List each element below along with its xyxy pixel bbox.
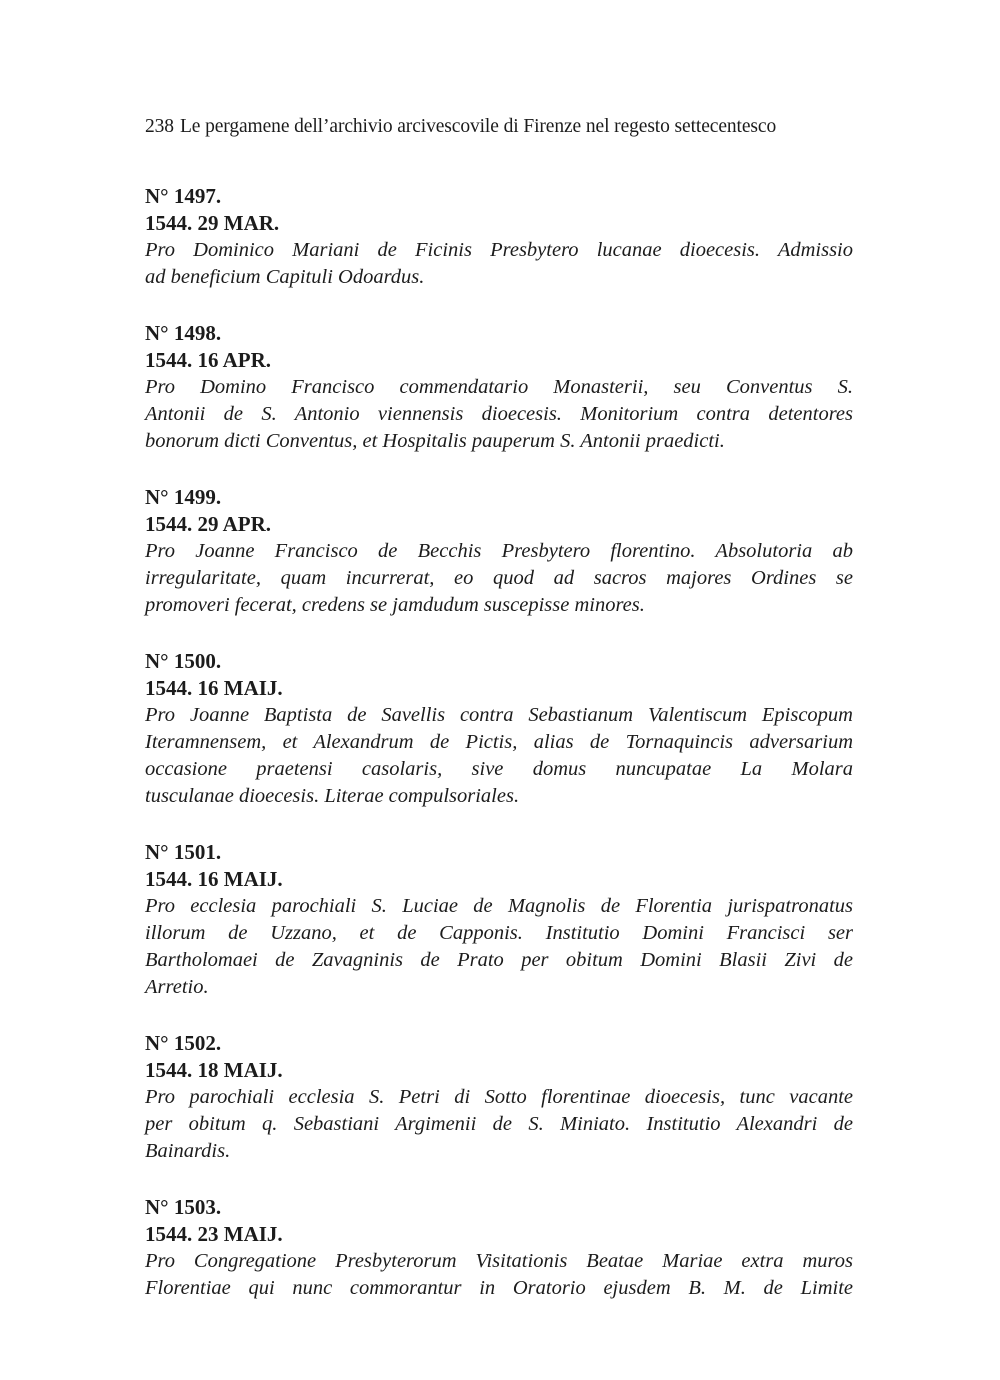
entry-text-line: Pro Dominico Mariani de Ficinis Presbytero lucanae dioecesis. Admissio [145,239,853,261]
entry-summary [145,893,853,1001]
entry-1497 [145,183,853,291]
entry-text-line: illorum de Uzzano, et de Capponis. Institutio Domini Francisci ser [145,922,853,944]
entry-text-line: per obitum q. Sebastiani Argimenii de S. Miniato. Institutio Alexandri de [145,1113,853,1135]
entry-date: 1544. 16 APR. [145,348,271,372]
entry-text-line: ad beneficium Capituli Odoardus. [145,266,425,288]
entry-text-line: Bartholomaei de Zavagninis de Prato per obitum Domini Blasii Zivi de [145,949,853,971]
entry-text-line: Pro parochiali ecclesia S. Petri di Sotto florentinae dioecesis, tunc vacante [145,1086,853,1108]
entry-summary [145,702,853,810]
entry-text-line: bonorum dicti Conventus, et Hospitalis pauperum S. Antonii praedicti. [145,430,725,452]
entry-number: N° 1500. [145,649,222,673]
entry-text-line: Bainardis. [145,1140,231,1162]
entry-date: 1544. 23 MAIJ. [145,1222,283,1246]
entry-number: N° 1499. [145,485,222,509]
entry-summary [145,1084,853,1165]
entry-summary [145,1248,853,1302]
entry-number: N° 1497. [145,184,222,208]
entry-1498 [145,320,853,455]
entry-1500 [145,648,853,810]
entry-text-line: promoveri fecerat, credens se jamdudum suscepisse minores. [145,594,645,616]
page-number: 238 [145,116,174,137]
entry-number: N° 1498. [145,321,222,345]
entry-text-line: Antonii de S. Antonio viennensis dioecesis. Monitorium contra detentores [145,403,853,425]
entry-1499 [145,484,853,619]
entry-summary [145,538,853,619]
entry-1502 [145,1030,853,1165]
running-head [145,116,776,138]
entry-text-line: Pro Domino Francisco commendatario Monasterii, seu Conventus S. [145,376,853,398]
entry-text-line: tusculanae dioecesis. Literae compulsoriales. [145,785,520,807]
entry-number: N° 1503. [145,1195,222,1219]
regesto-entries [145,183,853,1331]
entry-number: N° 1501. [145,840,222,864]
entry-summary [145,237,853,291]
entry-text-line: Pro ecclesia parochiali S. Luciae de Magnolis de Florentia jurispatronatus [145,895,853,917]
entry-text-line: occasione praetensi casolaris, sive domus nuncupatae La Molara [145,758,853,780]
entry-summary [145,374,853,455]
entry-date: 1544. 16 MAIJ. [145,867,283,891]
entry-date: 1544. 16 MAIJ. [145,676,283,700]
entry-text-line: irregularitate, quam incurrerat, eo quod ad sacros majores Ordines se [145,567,853,589]
entry-text-line: Iteramnensem, et Alexandrum de Pictis, alias de Tornaquincis adversarium [145,731,853,753]
entry-1501 [145,839,853,1001]
entry-1503 [145,1194,853,1302]
entry-text-line: Arretio. [145,976,209,998]
running-head-title: Le pergamene dell’archivio arcivescovile di Firenze nel regesto settecentesco [179,116,777,137]
entry-date: 1544. 29 MAR. [145,211,280,235]
entry-number: N° 1502. [145,1031,222,1055]
entry-text-line: Pro Joanne Francisco de Becchis Presbytero florentino. Absolutoria ab [145,540,853,562]
entry-text-line: Pro Congregatione Presbyterorum Visitationis Beatae Mariae extra muros [145,1250,853,1272]
entry-text-line: Pro Joanne Baptista de Savellis contra Sebastianum Valentiscum Episcopum [145,704,853,726]
entry-text-line: Florentiae qui nunc commorantur in Oratorio ejusdem B. M. de Limite [145,1277,853,1299]
entry-date: 1544. 18 MAIJ. [145,1058,283,1082]
entry-date: 1544. 29 APR. [145,512,271,536]
